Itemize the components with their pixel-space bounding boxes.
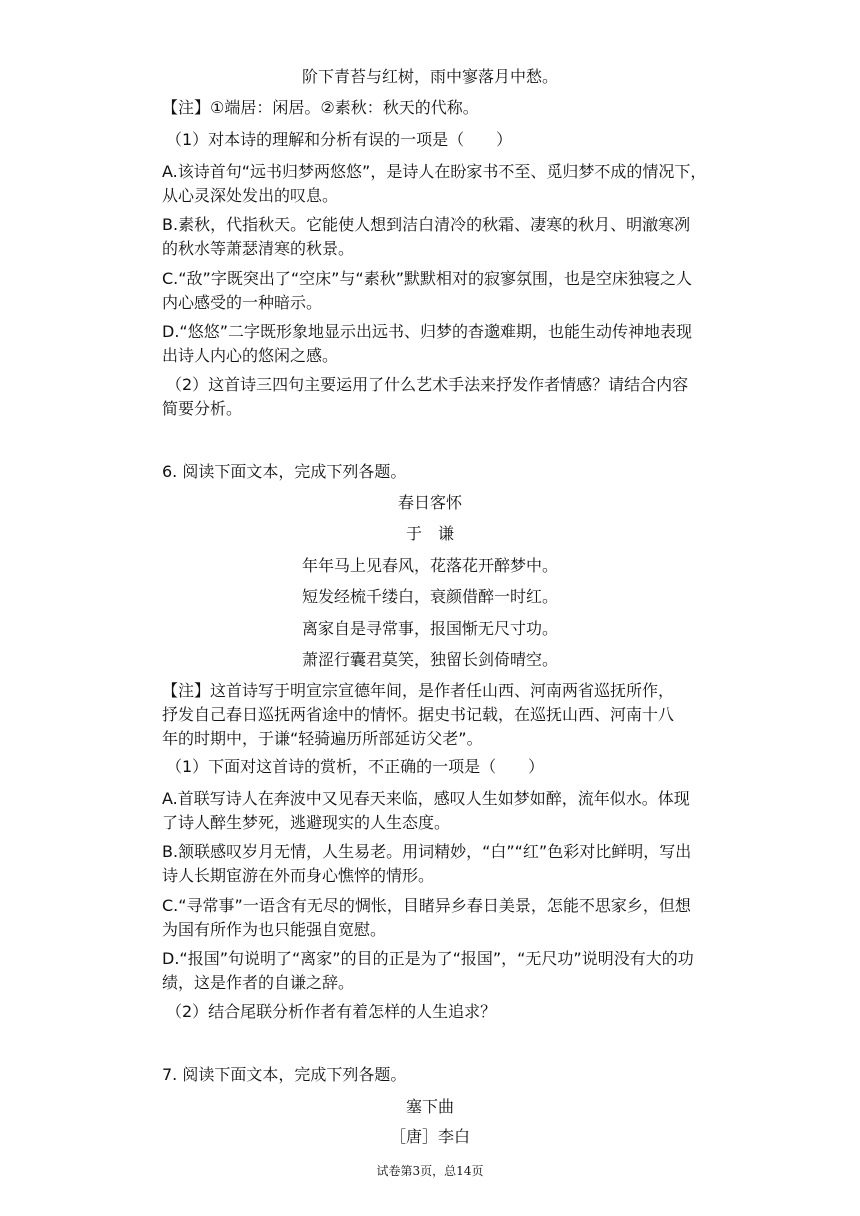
q5-option-d-line2: 出诗人内心的悠闲之感。 <box>162 346 339 365</box>
q6-option-a-line2: 了诗人醉生梦死，逃避现实的人生态度。 <box>162 813 451 832</box>
q5-sub2-line1: （2）这首诗三四句主要运用了什么艺术手法来抒发作者情感？请结合内容 <box>166 375 689 394</box>
q5-option-a-line2: 从心灵深处发出的叹息。 <box>162 186 339 205</box>
q6-sub2-prompt: （2）结合尾联分析作者有着怎样的人生追求？ <box>166 1002 497 1021</box>
q6-poem-author: 于 谦 <box>405 524 454 543</box>
q6-option-d-line1: D.“报国”句说明了“离家”的目的正是为了“报国”，“无尺功”说明没有大的功 <box>162 949 694 968</box>
q6-poem-title: 春日客怀 <box>397 493 462 512</box>
q5-option-c-line1: C.“敌”字既突出了“空床”与“素秋”默默相对的寂寥氛围，也是空床独寝之人 <box>162 269 692 288</box>
q5-sub2-line2: 简要分析。 <box>162 399 243 418</box>
q6-poem-line: 短发经梳千缕白，衰颜借醉一时红。 <box>301 587 558 606</box>
q6-heading: 6. 阅读下面文本，完成下列各题。 <box>162 462 407 481</box>
q5-option-b-line2: 的秋水等萧瑟清寒的秋景。 <box>162 239 355 258</box>
q5-note: 【注】①端居：闲居。②素秋：秋天的代称。 <box>162 98 479 117</box>
q5-option-b-line1: B.素秋，代指秋天。它能使人想到洁白清冷的秋霜、凄寒的秋月、明澈寒冽 <box>162 215 691 234</box>
q6-option-d-line2: 绩，这是作者的自谦之辞。 <box>162 973 355 992</box>
q6-option-b-line2: 诗人长期宦游在外而身心憔悴的情形。 <box>162 866 435 885</box>
q7-poem-title: 塞下曲 <box>405 1097 454 1116</box>
q5-option-d-line1: D.“悠悠”二字既形象地显示出远书、归梦的杳邈难期，也能生动传神地表现 <box>162 322 692 341</box>
q6-poem-line: 年年马上见春风，花落花开醉梦中。 <box>301 556 558 575</box>
q6-note-line: 年的时期中，于谦“轻骑遍历所部延访父老”。 <box>162 729 483 748</box>
q6-option-b-line1: B.颔联感叹岁月无情，人生易老。用词精妙，“白”“红”色彩对比鲜明，写出 <box>162 842 692 861</box>
poem-last-line: 阶下青苔与红树，雨中寥落月中愁。 <box>301 67 558 86</box>
q7-poem-author: ［唐］李白 <box>389 1127 470 1146</box>
q6-option-c-line1: C.“寻常事”一语含有无尽的惆怅，目睹异乡春日美景，怎能不思家乡，但想 <box>162 896 691 915</box>
q6-poem-line: 萧涩行囊君莫笑，独留长剑倚晴空。 <box>301 650 558 669</box>
q6-note-line: 【注】这首诗写于明宣宗宣德年间，是作者任山西、河南两省巡抚所作， <box>162 681 675 700</box>
q6-poem-line: 离家自是寻常事，报国惭无尺寸功。 <box>301 619 558 638</box>
q5-sub1-prompt: （1）对本诗的理解和分析有误的一项是（ ） <box>166 130 513 149</box>
q5-option-a-line1: A.该诗首句“远书归梦两悠悠”，是诗人在盼家书不至、觅归梦不成的情况下， <box>162 162 707 181</box>
q7-heading: 7. 阅读下面文本，完成下列各题。 <box>162 1065 407 1084</box>
page-footer: 试卷第3页，总14页 <box>376 1164 484 1178</box>
q6-note-line: 抒发自己春日巡抚两省途中的情怀。据史书记载，在巡抚山西、河南十八 <box>162 705 675 724</box>
q6-option-a-line1: A.首联写诗人在奔波中又见春天来临，感叹人生如梦如醉，流年似水。体现 <box>162 789 690 808</box>
q5-option-c-line2: 内心感受的一种暗示。 <box>162 293 323 312</box>
q6-sub1-prompt: （1）下面对这首诗的赏析，不正确的一项是（ ） <box>166 757 545 776</box>
q6-option-c-line2: 为国有所作为也只能强自宽慰。 <box>162 920 387 939</box>
